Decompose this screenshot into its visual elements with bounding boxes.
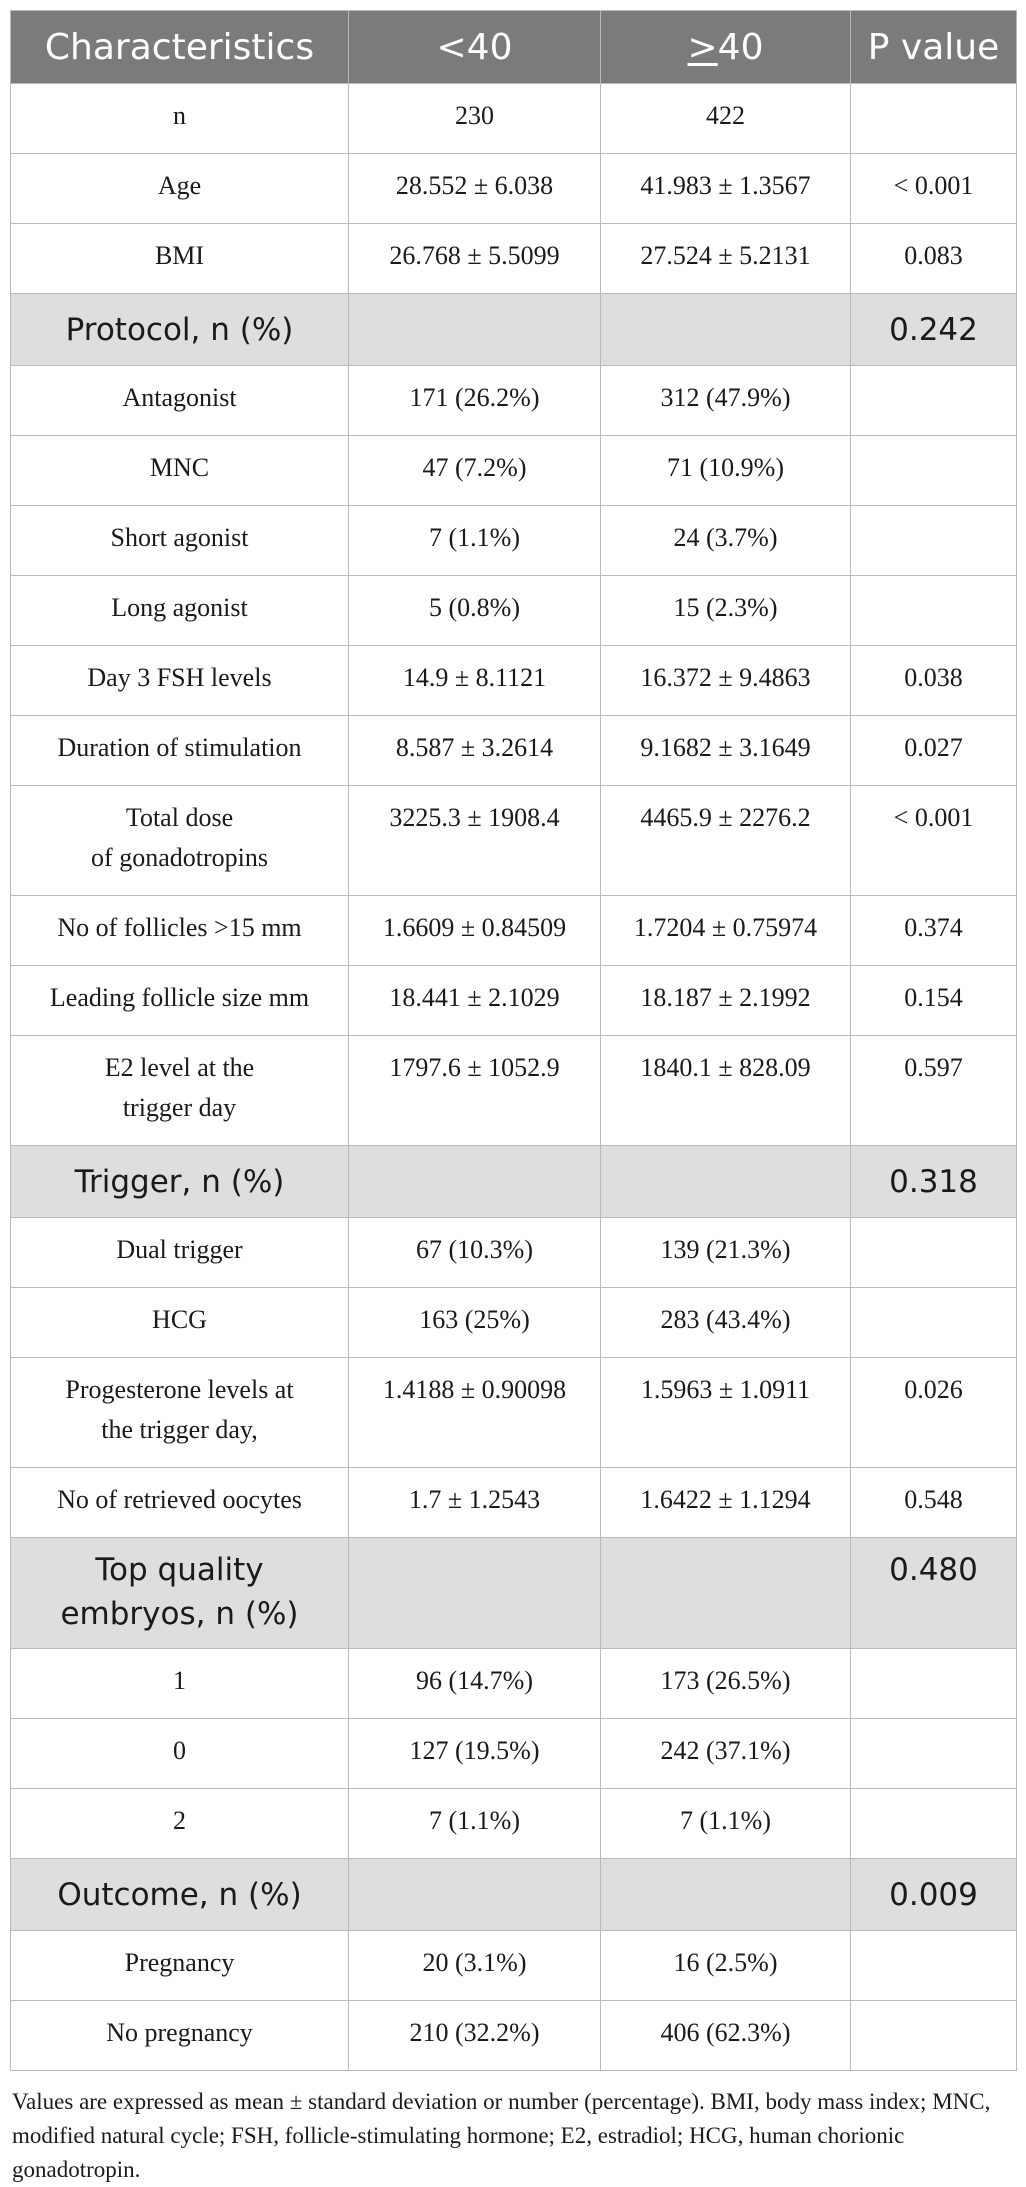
table-header-row [11,11,1017,84]
cell-p-value: 0.374 [851,896,1017,966]
cell-under-40: 5 (0.8%) [349,576,601,646]
section-row-protocol [11,294,1017,366]
row-label: Antagonist [11,366,349,436]
row-label: No of retrieved oocytes [11,1468,349,1538]
table-wrapper [10,10,1016,2187]
section-label: Trigger, n (%) [11,1146,349,1218]
cell-under-40: 230 [349,84,601,154]
row-label-line: the trigger day, [101,1415,258,1444]
table-row [11,224,1017,294]
table-row [11,1789,1017,1859]
cell-40-and-over: 312 (47.9%) [601,366,851,436]
cell-under-40: 163 (25%) [349,1288,601,1358]
table-row [11,966,1017,1036]
cell-40-and-over: 406 (62.3%) [601,2001,851,2071]
row-label: 0 [11,1719,349,1789]
section-row-trigger [11,1146,1017,1218]
cell-p-value: 0.026 [851,1358,1017,1468]
table-row [11,1931,1017,2001]
cell-under-40: 1.4188 ± 0.90098 [349,1358,601,1468]
row-label-line: Progesterone levels at [65,1375,294,1404]
cell-p-value: 0.154 [851,966,1017,1036]
cell-p-value: 0.038 [851,646,1017,716]
table-row [11,436,1017,506]
table-row [11,84,1017,154]
cell-p-value [851,2001,1017,2071]
cell-40-and-over [601,1146,851,1218]
cell-under-40: 47 (7.2%) [349,436,601,506]
cell-40-and-over: 1.7204 ± 0.75974 [601,896,851,966]
cell-under-40: 18.441 ± 2.1029 [349,966,601,1036]
table-row [11,1218,1017,1288]
cell-40-and-over: 283 (43.4%) [601,1288,851,1358]
section-p-value: 0.009 [851,1859,1017,1931]
cell-under-40: 171 (26.2%) [349,366,601,436]
cell-under-40 [349,1859,601,1931]
cell-40-and-over: 24 (3.7%) [601,506,851,576]
cell-under-40: 210 (32.2%) [349,2001,601,2071]
section-row-top-quality-embryos [11,1538,1017,1649]
row-label [11,1036,349,1146]
row-label-line: E2 level at the [104,1053,255,1082]
section-label [11,1538,349,1649]
cell-under-40: 1797.6 ± 1052.9 [349,1036,601,1146]
header-ge-number: 40 [717,26,764,68]
cell-p-value [851,1288,1017,1358]
section-p-value: 0.480 [851,1538,1017,1649]
cell-under-40: 127 (19.5%) [349,1719,601,1789]
table-row [11,646,1017,716]
cell-p-value [851,436,1017,506]
row-label-line: Total dose [125,803,234,832]
cell-under-40 [349,1146,601,1218]
cell-40-and-over: 15 (2.3%) [601,576,851,646]
row-label-line: of gonadotropins [91,843,268,872]
table-footnote: Values are expressed as mean ± standard deviation or number (percentage). BMI, body mass index; MNC, modified natural cycle; FSH, follicle-stimulating hormone; E2, estradiol; HCG, human chorionic gonadotropin. [12,2089,991,2182]
cell-40-and-over: 71 (10.9%) [601,436,851,506]
cell-p-value [851,1931,1017,2001]
table-row [11,2001,1017,2071]
cell-40-and-over: 1.6422 ± 1.1294 [601,1468,851,1538]
row-label: Duration of stimulation [11,716,349,786]
header-ge-symbol: > [687,26,718,68]
table-row [11,1288,1017,1358]
cell-under-40: 7 (1.1%) [349,506,601,576]
section-row-outcome [11,1859,1017,1931]
cell-40-and-over: 7 (1.1%) [601,1789,851,1859]
row-label: Pregnancy [11,1931,349,2001]
header-p-value: P value [851,11,1017,84]
cell-40-and-over [601,1859,851,1931]
characteristics-table [10,10,1017,2071]
table-row [11,896,1017,966]
table-row [11,576,1017,646]
row-label: No of follicles >15 mm [11,896,349,966]
cell-p-value: 0.597 [851,1036,1017,1146]
section-label: Protocol, n (%) [11,294,349,366]
row-label: Age [11,154,349,224]
section-p-value: 0.242 [851,294,1017,366]
cell-40-and-over: 4465.9 ± 2276.2 [601,786,851,896]
cell-under-40: 67 (10.3%) [349,1218,601,1288]
cell-under-40: 20 (3.1%) [349,1931,601,2001]
table-row [11,786,1017,896]
row-label: 1 [11,1649,349,1719]
cell-under-40: 14.9 ± 8.1121 [349,646,601,716]
cell-40-and-over [601,294,851,366]
table-row [11,1036,1017,1146]
row-label: HCG [11,1288,349,1358]
row-label: MNC [11,436,349,506]
cell-40-and-over: 422 [601,84,851,154]
header-under-40: <40 [349,11,601,84]
row-label: Long agonist [11,576,349,646]
cell-40-and-over: 41.983 ± 1.3567 [601,154,851,224]
cell-40-and-over: 9.1682 ± 3.1649 [601,716,851,786]
cell-under-40: 8.587 ± 3.2614 [349,716,601,786]
cell-under-40 [349,294,601,366]
cell-p-value [851,1719,1017,1789]
cell-40-and-over: 1840.1 ± 828.09 [601,1036,851,1146]
cell-40-and-over [601,1538,851,1649]
cell-p-value: 0.083 [851,224,1017,294]
cell-p-value: < 0.001 [851,154,1017,224]
row-label: n [11,84,349,154]
cell-40-and-over: 242 (37.1%) [601,1719,851,1789]
cell-p-value [851,506,1017,576]
cell-p-value [851,84,1017,154]
table-row [11,1719,1017,1789]
cell-under-40: 7 (1.1%) [349,1789,601,1859]
cell-40-and-over: 139 (21.3%) [601,1218,851,1288]
table-row [11,366,1017,436]
cell-p-value [851,1789,1017,1859]
table-row [11,1468,1017,1538]
cell-under-40: 1.7 ± 1.2543 [349,1468,601,1538]
row-label: Leading follicle size mm [11,966,349,1036]
cell-p-value [851,1218,1017,1288]
row-label: Day 3 FSH levels [11,646,349,716]
header-characteristics: Characteristics [11,11,349,84]
row-label [11,786,349,896]
cell-40-and-over: 16 (2.5%) [601,1931,851,2001]
section-label-line: embryos, n (%) [60,1596,299,1632]
header-40-and-over [601,11,851,84]
cell-40-and-over: 27.524 ± 5.2131 [601,224,851,294]
cell-40-and-over: 16.372 ± 9.4863 [601,646,851,716]
row-label: Dual trigger [11,1218,349,1288]
cell-under-40: 28.552 ± 6.038 [349,154,601,224]
section-label-line: Top quality [95,1552,264,1588]
cell-p-value [851,576,1017,646]
table-row [11,154,1017,224]
row-label: BMI [11,224,349,294]
cell-p-value [851,1649,1017,1719]
row-label: No pregnancy [11,2001,349,2071]
cell-under-40: 3225.3 ± 1908.4 [349,786,601,896]
row-label: 2 [11,1789,349,1859]
cell-p-value: < 0.001 [851,786,1017,896]
row-label [11,1358,349,1468]
row-label: Short agonist [11,506,349,576]
cell-p-value: 0.548 [851,1468,1017,1538]
cell-40-and-over: 1.5963 ± 1.0911 [601,1358,851,1468]
row-label-line: trigger day [122,1093,237,1122]
cell-p-value: 0.027 [851,716,1017,786]
table-row [11,1358,1017,1468]
cell-under-40: 26.768 ± 5.5099 [349,224,601,294]
cell-40-and-over: 173 (26.5%) [601,1649,851,1719]
cell-under-40 [349,1538,601,1649]
cell-p-value [851,366,1017,436]
table-row [11,506,1017,576]
section-label: Outcome, n (%) [11,1859,349,1931]
table-row [11,716,1017,786]
cell-under-40: 1.6609 ± 0.84509 [349,896,601,966]
cell-under-40: 96 (14.7%) [349,1649,601,1719]
table-row [11,1649,1017,1719]
section-p-value: 0.318 [851,1146,1017,1218]
cell-40-and-over: 18.187 ± 2.1992 [601,966,851,1036]
